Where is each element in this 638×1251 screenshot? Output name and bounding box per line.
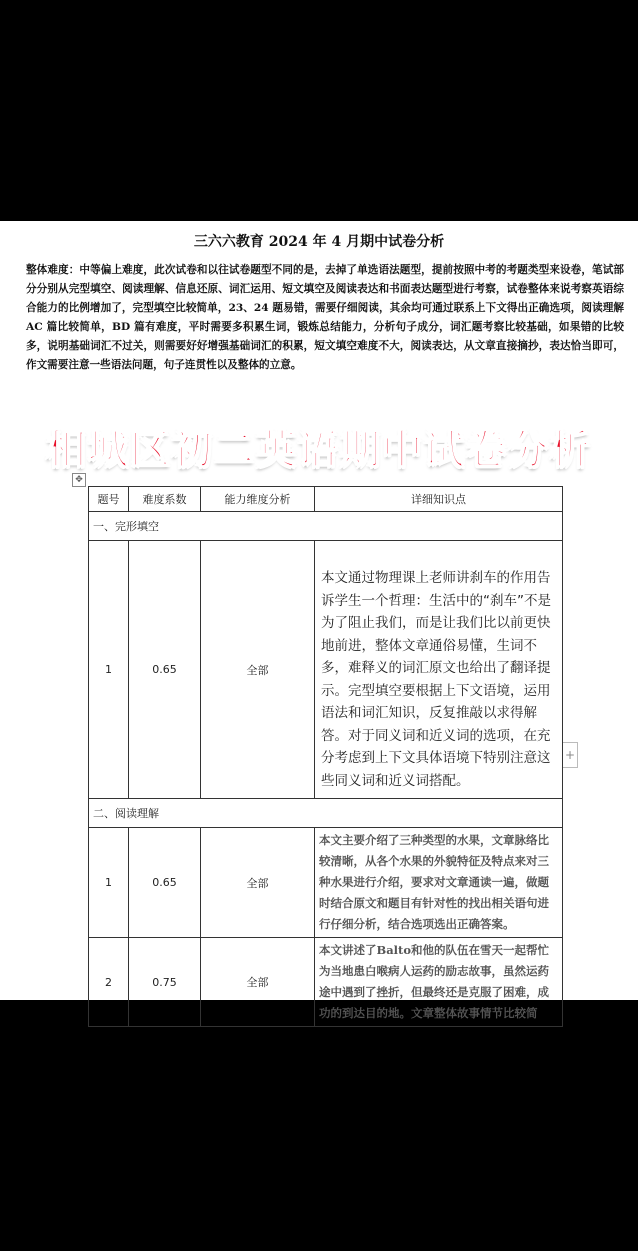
cell-ability: 全部	[201, 541, 315, 799]
header-detail: 详细知识点	[315, 487, 563, 512]
cell-detail: 本文主要介绍了三种类型的水果，文章脉络比较清晰，从各个水果的外貌特征及特点来对三种水果进行介绍，要求对文章通读一遍，做题时结合原文和题目有针对性的找出相关语句进行仔细分析，结合选项选出正确答案。	[315, 828, 563, 938]
overlay-title: 相城区初二英语期中试卷分析	[46, 427, 592, 473]
document-page	[0, 221, 638, 1020]
table-row	[89, 541, 563, 799]
table-row	[89, 938, 563, 1027]
cell-difficulty: 0.65	[129, 828, 201, 938]
cell-detail: 本文讲述了Balto和他的队伍在雪天一起帮忙为当地患白喉病人运药的励志故事，虽然运药途中遇到了挫折，但最终还是克服了困难，成功的到达目的地。文章整体故事情节比较简	[315, 938, 563, 1027]
section-reading: 二、阅读理解	[89, 799, 563, 828]
header-difficulty: 难度系数	[129, 487, 201, 512]
add-column-icon[interactable]: +	[562, 742, 578, 768]
cell-no: 1	[89, 828, 129, 938]
table-move-handle-icon[interactable]: ✥	[72, 473, 86, 487]
cell-ability: 全部	[201, 938, 315, 1027]
cell-difficulty: 0.65	[129, 541, 201, 799]
header-ability: 能力维度分析	[201, 487, 315, 512]
cell-no: 2	[89, 938, 129, 1027]
section-row	[89, 799, 563, 828]
header-no: 题号	[89, 487, 129, 512]
cell-no: 1	[89, 541, 129, 799]
document-title: 三六六教育 2024 年 4 月期中试卷分析	[193, 234, 445, 250]
table-header-row	[89, 487, 563, 512]
cell-detail: 本文通过物理课上老师讲刹车的作用告诉学生一个哲理：生活中的“刹车”不是为了阻止我们，而是让我们比以前更快地前进，整体文章通俗易懂，生词不多，难释义的词汇原文也给出了翻译提示。完型填空要根据上下文语境，运用语法和词汇知识，反复推敲以求得解答。对于同义词和近义词的选项，在充分考虑到上下文具体语境下特别注意这些同义词和近义词搭配。	[315, 541, 563, 799]
cell-ability: 全部	[201, 828, 315, 938]
summary-paragraph: 整体难度：中等偏上难度，此次试卷和以往试卷题型不同的是，去掉了单选语法题型，提前按照中考的考题类型来设卷，笔试部分分别从完型填空、阅读理解、信息还原、词汇运用、短文填空及阅读表达和书面表达题型进行考察，试卷整体来说考察英语综合能力的比例增加了，完型填空比较简单，23、24 题易错，需要仔细阅读，其余均可通过联系上下文得出正确选项，阅读理解 AC 篇比较简单，BD 篇有难度，平时需要多积累生词，锻炼总结能力，分析句子成分，词汇题考察比较基础，如果错的比较多，说明基础词汇不过关，则需要好好增强基础词汇的积累，短文填空难度不大，阅读表达，从文章直接摘抄，表达恰当即可，作文需要注意一些语法问题，句子连贯性以及整体的立意。	[26, 264, 624, 371]
section-row	[89, 512, 563, 541]
table-row	[89, 828, 563, 938]
section-cloze: 一、完形填空	[89, 512, 563, 541]
analysis-table	[88, 486, 563, 1027]
cell-difficulty: 0.75	[129, 938, 201, 1027]
